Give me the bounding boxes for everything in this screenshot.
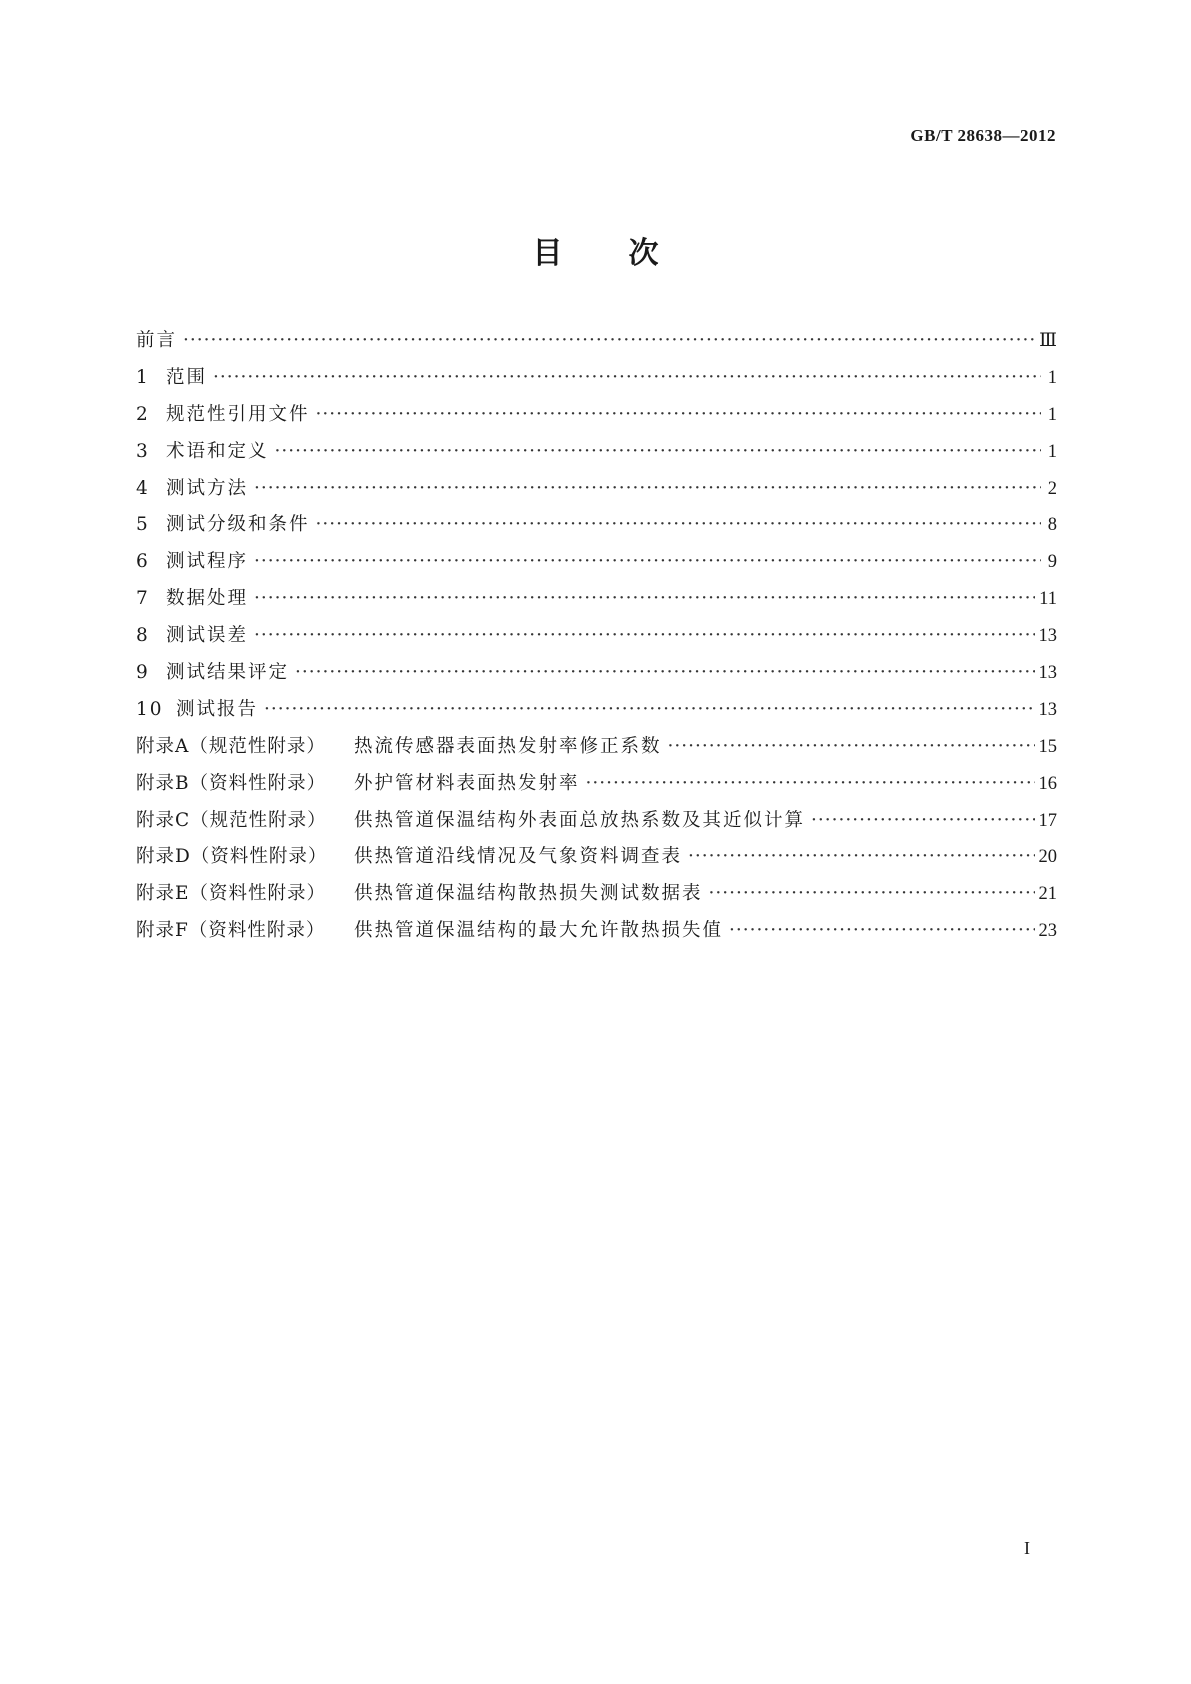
page-number: I	[1024, 1538, 1030, 1558]
toc-entry-page: 1	[1047, 367, 1057, 388]
toc-entry-page: 21	[1038, 884, 1057, 905]
toc-leader-dots	[316, 507, 1041, 544]
toc-entry-page: Ⅲ	[1039, 331, 1057, 351]
toc-entry-title: 前言	[136, 330, 178, 351]
toc-entry-page: 13	[1038, 699, 1057, 720]
toc-entry-title: 供热管道沿线情况及气象资料调查表	[354, 846, 683, 868]
toc-entry-number: 7	[136, 588, 150, 610]
toc-entry-number: 5	[136, 514, 150, 536]
table-of-contents	[136, 323, 1057, 950]
toc-entry-9[interactable]	[136, 655, 1057, 692]
standard-number: GB/T 28638—2012	[910, 126, 1056, 145]
toc-leader-dots	[254, 544, 1041, 581]
toc-leader-dots	[254, 581, 1035, 618]
toc-entry-8[interactable]	[136, 618, 1057, 655]
toc-entry-appendix-e[interactable]	[136, 876, 1057, 913]
page-title: 目次	[532, 236, 725, 271]
toc-entry-number: 3	[136, 440, 150, 462]
toc-leader-dots	[668, 729, 1035, 766]
toc-entry-page: 16	[1038, 773, 1057, 794]
toc-entry-page: 15	[1038, 736, 1057, 757]
toc-entry-title: 供热管道保温结构的最大允许散热损失值	[354, 920, 724, 942]
toc-entry-number: 附录C（规范性附录）	[136, 809, 327, 831]
toc-entry-number: 附录B（资料性附录）	[136, 772, 327, 794]
toc-entry-appendix-b[interactable]	[136, 766, 1057, 803]
toc-entry-appendix-d[interactable]	[136, 839, 1057, 876]
toc-entry-title: 测试报告	[176, 698, 259, 720]
toc-entry-3[interactable]	[136, 434, 1057, 471]
toc-entry-2[interactable]	[136, 397, 1057, 434]
toc-entry-appendix-c[interactable]	[136, 803, 1057, 840]
toc-leader-dots	[213, 360, 1041, 397]
toc-entry-title: 测试误差	[166, 625, 249, 647]
toc-entry-title: 测试方法	[166, 477, 249, 499]
toc-entry-page: 9	[1047, 552, 1057, 573]
toc-leader-dots	[586, 766, 1035, 803]
toc-entry-10[interactable]	[136, 692, 1057, 729]
toc-entry-page: 20	[1038, 847, 1057, 868]
toc-entry-title: 规范性引用文件	[166, 403, 310, 425]
toc-leader-dots	[254, 471, 1041, 508]
toc-entry-appendix-a[interactable]	[136, 729, 1057, 766]
toc-leader-dots	[709, 876, 1035, 913]
toc-entry-number: 附录D（资料性附录）	[136, 846, 328, 868]
toc-entry-number: 附录F（资料性附录）	[136, 920, 326, 942]
toc-entry-number: 10	[136, 698, 164, 720]
toc-entry-number: 6	[136, 551, 150, 573]
toc-entry-page: 23	[1038, 921, 1057, 942]
toc-entry-number: 9	[136, 662, 150, 684]
toc-entry-4[interactable]	[136, 471, 1057, 508]
toc-entry-number: 1	[136, 366, 150, 388]
toc-entry-page: 13	[1038, 626, 1057, 647]
toc-entry-foreword[interactable]	[136, 323, 1057, 360]
toc-leader-dots	[264, 692, 1034, 729]
toc-entry-title: 测试分级和条件	[166, 514, 310, 536]
toc-entry-title: 供热管道保温结构外表面总放热系数及其近似计算	[354, 809, 806, 831]
toc-leader-dots	[316, 397, 1041, 434]
toc-entry-page: 13	[1038, 663, 1057, 684]
toc-entry-number: 4	[136, 477, 150, 499]
toc-entry-6[interactable]	[136, 544, 1057, 581]
toc-entry-title: 热流传感器表面热发射率修正系数	[354, 735, 662, 757]
toc-entry-number: 8	[136, 625, 150, 647]
toc-entry-7[interactable]	[136, 581, 1057, 618]
toc-entry-number: 附录E（资料性附录）	[136, 883, 327, 905]
toc-entry-page: 11	[1039, 589, 1057, 610]
toc-entry-number: 2	[136, 403, 150, 425]
toc-entry-title: 测试程序	[166, 551, 249, 573]
toc-entry-number: 附录A（规范性附录）	[136, 735, 326, 757]
toc-leader-dots	[254, 618, 1034, 655]
toc-entry-page: 2	[1047, 478, 1057, 499]
toc-entry-title: 供热管道保温结构散热损失测试数据表	[354, 883, 703, 905]
toc-entry-page: 1	[1047, 404, 1057, 425]
toc-entry-title: 数据处理	[166, 588, 249, 610]
toc-entry-page: 1	[1047, 441, 1057, 462]
toc-leader-dots	[729, 913, 1034, 950]
toc-entry-1[interactable]	[136, 360, 1057, 397]
toc-entry-title: 术语和定义	[166, 440, 269, 462]
toc-entry-page: 17	[1038, 810, 1057, 831]
toc-entry-appendix-f[interactable]	[136, 913, 1057, 950]
toc-entry-5[interactable]	[136, 507, 1057, 544]
toc-entry-title: 范围	[166, 366, 208, 388]
toc-leader-dots	[183, 323, 1035, 360]
toc-leader-dots	[275, 434, 1041, 471]
toc-leader-dots	[811, 803, 1034, 840]
toc-entry-title: 测试结果评定	[166, 662, 290, 684]
toc-entry-page: 8	[1047, 515, 1057, 536]
toc-entry-title: 外护管材料表面热发射率	[354, 772, 580, 794]
toc-leader-dots	[688, 839, 1034, 876]
toc-leader-dots	[295, 655, 1034, 692]
